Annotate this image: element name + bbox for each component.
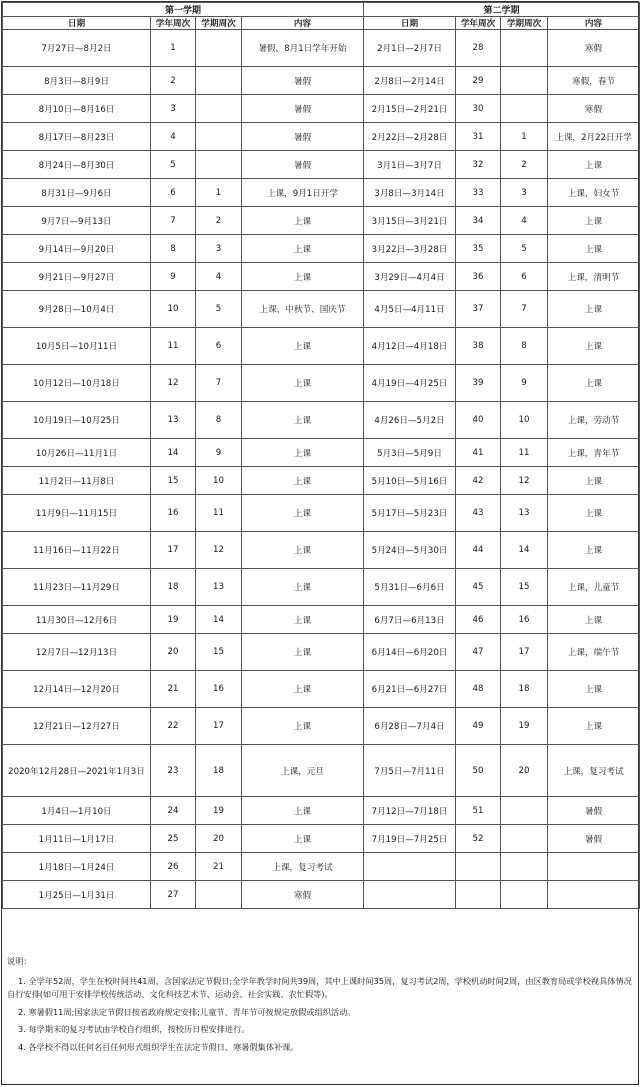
s2-cell-year-week: 37 (456, 291, 501, 328)
s1-cell-date: 1月25日—1月31日 (3, 881, 151, 909)
s1-cell-content: 上课，中秋节、国庆节 (242, 291, 364, 328)
table-row (3, 123, 640, 151)
s2-cell-year-week: 46 (456, 606, 501, 634)
s2-cell-content: 上课 (548, 235, 640, 263)
s1-cell-content: 上课 (242, 365, 364, 402)
s1-cell-year-week: 27 (151, 881, 196, 909)
s2-cell-year-week (456, 853, 501, 881)
s2-cell-date: 2月15日—2月21日 (364, 95, 456, 123)
s2-cell-date: 2月22日—2月28日 (364, 123, 456, 151)
s1-cell-year-week: 16 (151, 495, 196, 532)
s1-cell-content: 上课 (242, 532, 364, 569)
s1-cell-term-week: 5 (196, 291, 242, 328)
s1-cell-year-week: 26 (151, 853, 196, 881)
s2-cell-term-week (501, 30, 548, 67)
s1-cell-date: 9月28日—10月4日 (3, 291, 151, 328)
s2-cell-date: 3月22日—3月28日 (364, 235, 456, 263)
s1-cell-year-week: 21 (151, 671, 196, 708)
table-row (3, 30, 640, 67)
table-row (3, 207, 640, 235)
semester-title-row (3, 3, 640, 17)
note-item: 2. 寒暑假11周;国家法定节假日按省政府规定安排;儿童节、青年节可按规定放假或组织活动。 (18, 1006, 356, 1017)
s2-cell-content: 上课 (548, 365, 640, 402)
s2-cell-year-week: 50 (456, 745, 501, 797)
s1-cell-date: 11月30日—12月6日 (3, 606, 151, 634)
s1-cell-year-week: 9 (151, 263, 196, 291)
s1-cell-content: 上课 (242, 569, 364, 606)
s2-cell-content: 上课，2月22日开学 (548, 123, 640, 151)
s2-cell-term-week (501, 95, 548, 123)
s2-cell-year-week: 52 (456, 825, 501, 853)
s1-cell-date: 11月16日—11月22日 (3, 532, 151, 569)
s1-cell-term-week: 19 (196, 797, 242, 825)
s2-cell-content (548, 881, 640, 909)
s2-cell-term-week: 8 (501, 328, 548, 365)
s1-cell-content: 上课 (242, 797, 364, 825)
semester2-title: 第二学期 (364, 3, 640, 17)
s1-cell-term-week: 18 (196, 745, 242, 797)
s2-cell-content: 上课，端午节 (548, 634, 640, 671)
calendar-body (3, 30, 640, 909)
s1-cell-date: 2020年12月28日—2021年1月3日 (3, 745, 151, 797)
s2-cell-date: 6月21日—6月27日 (364, 671, 456, 708)
s2-cell-year-week: 40 (456, 402, 501, 439)
s2-cell-date: 3月29日—4月4日 (364, 263, 456, 291)
s1-cell-content: 上课 (242, 439, 364, 467)
s2-cell-term-week: 10 (501, 402, 548, 439)
s1-cell-year-week: 20 (151, 634, 196, 671)
table-row (3, 291, 640, 328)
s1-cell-content: 上课 (242, 235, 364, 263)
s1-header-date: 日期 (3, 17, 151, 30)
s2-cell-year-week: 30 (456, 95, 501, 123)
s2-cell-date: 5月31日—6月6日 (364, 569, 456, 606)
s2-header-year-week: 学年周次 (456, 17, 501, 30)
s2-cell-content: 上课 (548, 532, 640, 569)
s1-cell-term-week: 3 (196, 235, 242, 263)
s1-cell-year-week: 25 (151, 825, 196, 853)
s2-cell-date: 2月1日—2月7日 (364, 30, 456, 67)
s2-cell-year-week: 34 (456, 207, 501, 235)
column-header-row (3, 17, 640, 30)
s1-cell-term-week: 1 (196, 179, 242, 207)
s2-cell-year-week: 43 (456, 495, 501, 532)
s2-cell-date: 3月15日—3月21日 (364, 207, 456, 235)
s1-cell-year-week: 1 (151, 30, 196, 67)
s2-cell-content: 上课 (548, 328, 640, 365)
s1-cell-content: 上课 (242, 495, 364, 532)
table-row (3, 671, 640, 708)
s1-cell-year-week: 8 (151, 235, 196, 263)
s2-header-date: 日期 (364, 17, 456, 30)
s1-cell-content: 上课，9月1日开学 (242, 179, 364, 207)
s1-cell-year-week: 13 (151, 402, 196, 439)
s1-cell-term-week: 13 (196, 569, 242, 606)
table-row (3, 439, 640, 467)
s2-cell-date (364, 853, 456, 881)
s2-cell-content: 暑假 (548, 825, 640, 853)
s1-cell-year-week: 17 (151, 532, 196, 569)
s2-cell-content: 上课，妇女节 (548, 179, 640, 207)
s1-cell-year-week: 14 (151, 439, 196, 467)
s2-cell-term-week: 11 (501, 439, 548, 467)
s2-cell-term-week: 7 (501, 291, 548, 328)
semester1-title: 第一学期 (3, 3, 364, 17)
note-item: 4. 各学校不得以任何名目任何形式组织学生在法定节假日、寒暑假集体补课。 (18, 1041, 299, 1052)
s2-cell-content: 寒假，春节 (548, 67, 640, 95)
s2-cell-year-week: 45 (456, 569, 501, 606)
s2-cell-year-week: 28 (456, 30, 501, 67)
s2-cell-date: 5月17日—5月23日 (364, 495, 456, 532)
s2-cell-term-week: 19 (501, 708, 548, 745)
s1-cell-term-week: 6 (196, 328, 242, 365)
s1-cell-date: 1月4日—1月10日 (3, 797, 151, 825)
s1-cell-date: 8月17日—8月23日 (3, 123, 151, 151)
s2-cell-term-week: 16 (501, 606, 548, 634)
s1-cell-term-week: 2 (196, 207, 242, 235)
s2-cell-term-week: 2 (501, 151, 548, 179)
s1-header-content: 内容 (242, 17, 364, 30)
s1-cell-term-week: 12 (196, 532, 242, 569)
s1-cell-date: 9月7日—9月13日 (3, 207, 151, 235)
s2-cell-term-week (501, 881, 548, 909)
s2-cell-date: 2月8日—2月14日 (364, 67, 456, 95)
s1-cell-term-week (196, 123, 242, 151)
s2-cell-term-week: 1 (501, 123, 548, 151)
s1-cell-content: 暑假 (242, 123, 364, 151)
s2-cell-content: 上课，复习考试 (548, 745, 640, 797)
s1-cell-content: 暑假，8月1日学年开始 (242, 30, 364, 67)
s1-cell-term-week (196, 881, 242, 909)
table-row (3, 263, 640, 291)
s2-cell-date: 6月7日—6月13日 (364, 606, 456, 634)
s1-cell-date: 1月11日—1月17日 (3, 825, 151, 853)
s1-cell-year-week: 3 (151, 95, 196, 123)
s1-cell-date: 8月24日—8月30日 (3, 151, 151, 179)
notes-section (2, 943, 639, 1084)
table-row (3, 467, 640, 495)
s1-cell-content: 暑假 (242, 151, 364, 179)
s2-cell-year-week: 29 (456, 67, 501, 95)
s2-cell-term-week (501, 853, 548, 881)
s1-cell-term-week: 8 (196, 402, 242, 439)
s1-cell-content: 上课 (242, 708, 364, 745)
s2-cell-year-week (456, 881, 501, 909)
s1-cell-year-week: 7 (151, 207, 196, 235)
s2-cell-term-week: 9 (501, 365, 548, 402)
s1-cell-year-week: 23 (151, 745, 196, 797)
table-row (3, 235, 640, 263)
s2-cell-content: 上课 (548, 151, 640, 179)
s2-cell-date: 4月19日—4月25日 (364, 365, 456, 402)
s2-cell-year-week: 47 (456, 634, 501, 671)
table-row (3, 708, 640, 745)
s2-cell-date: 7月5日—7月11日 (364, 745, 456, 797)
s1-cell-term-week: 20 (196, 825, 242, 853)
s2-cell-year-week: 39 (456, 365, 501, 402)
s2-cell-date: 5月10日—5月16日 (364, 467, 456, 495)
table-row (3, 495, 640, 532)
s1-cell-term-week: 9 (196, 439, 242, 467)
s2-cell-content: 寒假 (548, 30, 640, 67)
table-row (3, 853, 640, 881)
s1-cell-term-week (196, 67, 242, 95)
s2-cell-term-week: 14 (501, 532, 548, 569)
s1-cell-term-week: 17 (196, 708, 242, 745)
s1-cell-year-week: 11 (151, 328, 196, 365)
s2-cell-date (364, 881, 456, 909)
s1-cell-content: 暑假 (242, 95, 364, 123)
s2-cell-term-week: 15 (501, 569, 548, 606)
s1-cell-year-week: 4 (151, 123, 196, 151)
s2-cell-term-week: 6 (501, 263, 548, 291)
table-row (3, 151, 640, 179)
s2-cell-content: 暑假 (548, 797, 640, 825)
table-row (3, 328, 640, 365)
table-row (3, 179, 640, 207)
s2-cell-year-week: 48 (456, 671, 501, 708)
s1-cell-content: 上课 (242, 606, 364, 634)
s1-cell-content: 上课 (242, 402, 364, 439)
s2-cell-date: 7月12日—7月18日 (364, 797, 456, 825)
table-row (3, 606, 640, 634)
s2-cell-date: 7月19日—7月25日 (364, 825, 456, 853)
s1-cell-date: 12月7日—12月13日 (3, 634, 151, 671)
s2-cell-year-week: 49 (456, 708, 501, 745)
table-row (3, 745, 640, 797)
s2-cell-content: 上课 (548, 467, 640, 495)
s2-cell-content (548, 853, 640, 881)
s1-cell-date: 1月18日—1月24日 (3, 853, 151, 881)
table-row (3, 634, 640, 671)
s2-cell-content: 上课 (548, 291, 640, 328)
s1-cell-content: 上课，复习考试 (242, 853, 364, 881)
s1-cell-date: 9月14日—9月20日 (3, 235, 151, 263)
s2-cell-term-week: 3 (501, 179, 548, 207)
notes-label: 说明： (7, 956, 32, 966)
s2-cell-content: 上课，青年节 (548, 439, 640, 467)
s2-cell-content: 上课，劳动节 (548, 402, 640, 439)
s1-cell-term-week (196, 151, 242, 179)
s1-cell-term-week: 16 (196, 671, 242, 708)
s2-cell-year-week: 51 (456, 797, 501, 825)
s2-cell-term-week: 5 (501, 235, 548, 263)
s2-cell-date: 5月24日—5月30日 (364, 532, 456, 569)
s2-cell-year-week: 35 (456, 235, 501, 263)
s2-cell-term-week (501, 67, 548, 95)
s1-cell-term-week: 14 (196, 606, 242, 634)
s2-cell-year-week: 32 (456, 151, 501, 179)
s2-cell-date: 4月12日—4月18日 (364, 328, 456, 365)
s1-cell-date: 10月12日—10月18日 (3, 365, 151, 402)
s2-header-content: 内容 (548, 17, 640, 30)
s1-cell-content: 上课 (242, 207, 364, 235)
s1-cell-content: 上课 (242, 263, 364, 291)
s1-cell-year-week: 24 (151, 797, 196, 825)
s2-cell-content: 上课，清明节 (548, 263, 640, 291)
table-row (3, 825, 640, 853)
s2-cell-content: 上课 (548, 606, 640, 634)
s2-cell-year-week: 38 (456, 328, 501, 365)
s1-cell-term-week: 21 (196, 853, 242, 881)
s1-cell-year-week: 19 (151, 606, 196, 634)
s1-cell-date: 11月2日—11月8日 (3, 467, 151, 495)
table-row (3, 365, 640, 402)
s1-cell-term-week: 4 (196, 263, 242, 291)
s1-cell-content: 上课 (242, 467, 364, 495)
s1-cell-term-week: 7 (196, 365, 242, 402)
s1-cell-content: 寒假 (242, 881, 364, 909)
s2-cell-term-week: 4 (501, 207, 548, 235)
s1-cell-year-week: 22 (151, 708, 196, 745)
s2-cell-year-week: 33 (456, 179, 501, 207)
s2-cell-date: 4月5日—4月11日 (364, 291, 456, 328)
s2-cell-term-week: 13 (501, 495, 548, 532)
s1-cell-year-week: 18 (151, 569, 196, 606)
s1-cell-year-week: 12 (151, 365, 196, 402)
s2-cell-term-week: 20 (501, 745, 548, 797)
s2-cell-year-week: 36 (456, 263, 501, 291)
s2-cell-content: 上课 (548, 207, 640, 235)
s2-cell-term-week: 12 (501, 467, 548, 495)
s1-cell-year-week: 5 (151, 151, 196, 179)
s1-cell-date: 10月5日—10月11日 (3, 328, 151, 365)
s2-cell-date: 3月8日—3月14日 (364, 179, 456, 207)
s1-header-year-week: 学年周次 (151, 17, 196, 30)
s2-cell-term-week: 17 (501, 634, 548, 671)
table-row (3, 532, 640, 569)
s1-cell-date: 10月26日—11月1日 (3, 439, 151, 467)
calendar-page (1, 1, 639, 1085)
s1-cell-term-week: 15 (196, 634, 242, 671)
s1-header-term-week: 学期周次 (196, 17, 242, 30)
s1-cell-term-week: 10 (196, 467, 242, 495)
note-item: 1. 全学年52周，学生在校时间共41周，含国家法定节假日;全学年教学时间共39周，其中上课时间35周，复习考试2周，学校机动时间2周，由区教育局或学校视具体情况自行安排(如可用于安排学校传统活动、文化科技艺术节、运动会、社会实践、农忙假等)。 (7, 975, 632, 999)
s2-cell-term-week (501, 797, 548, 825)
s1-cell-year-week: 2 (151, 67, 196, 95)
table-row (3, 67, 640, 95)
s2-cell-content: 上课 (548, 671, 640, 708)
s1-cell-date: 7月27日—8月2日 (3, 30, 151, 67)
s1-cell-date: 11月9日—11月15日 (3, 495, 151, 532)
s2-cell-term-week: 18 (501, 671, 548, 708)
s1-cell-content: 上课，元旦 (242, 745, 364, 797)
s1-cell-date: 10月19日—10月25日 (3, 402, 151, 439)
s1-cell-year-week: 10 (151, 291, 196, 328)
s2-cell-content: 寒假 (548, 95, 640, 123)
table-row (3, 797, 640, 825)
s1-cell-content: 上课 (242, 825, 364, 853)
s2-cell-content: 上课，儿童节 (548, 569, 640, 606)
s2-cell-date: 5月3日—5月9日 (364, 439, 456, 467)
s2-cell-term-week (501, 825, 548, 853)
s2-cell-date: 4月26日—5月2日 (364, 402, 456, 439)
s1-cell-term-week (196, 95, 242, 123)
s2-cell-year-week: 44 (456, 532, 501, 569)
note-item: 3. 每学期末的复习考试由学校自行组织，按校历日程安排进行。 (18, 1024, 250, 1034)
table-row (3, 95, 640, 123)
table-row (3, 569, 640, 606)
s1-cell-date: 8月3日—8月9日 (3, 67, 151, 95)
s1-cell-content: 暑假 (242, 67, 364, 95)
s1-cell-date: 11月23日—11月29日 (3, 569, 151, 606)
s1-cell-date: 9月21日—9月27日 (3, 263, 151, 291)
s1-cell-year-week: 15 (151, 467, 196, 495)
table-row (3, 881, 640, 909)
s2-cell-year-week: 42 (456, 467, 501, 495)
s2-cell-date: 3月1日—3月7日 (364, 151, 456, 179)
s1-cell-date: 12月14日—12月20日 (3, 671, 151, 708)
s2-header-term-week: 学期周次 (501, 17, 548, 30)
s2-cell-date: 6月14日—6月20日 (364, 634, 456, 671)
s1-cell-term-week: 11 (196, 495, 242, 532)
s1-cell-content: 上课 (242, 634, 364, 671)
s2-cell-date: 6月28日—7月4日 (364, 708, 456, 745)
s2-cell-year-week: 31 (456, 123, 501, 151)
s2-cell-year-week: 41 (456, 439, 501, 467)
s1-cell-content: 上课 (242, 671, 364, 708)
s2-cell-content: 上课 (548, 708, 640, 745)
s2-cell-content: 上课 (548, 495, 640, 532)
s1-cell-year-week: 6 (151, 179, 196, 207)
s1-cell-date: 8月31日—9月6日 (3, 179, 151, 207)
s1-cell-term-week (196, 30, 242, 67)
table-row (3, 402, 640, 439)
s1-cell-content: 上课 (242, 328, 364, 365)
s1-cell-date: 8月10日—8月16日 (3, 95, 151, 123)
school-calendar-table (2, 2, 640, 909)
s1-cell-date: 12月21日—12月27日 (3, 708, 151, 745)
